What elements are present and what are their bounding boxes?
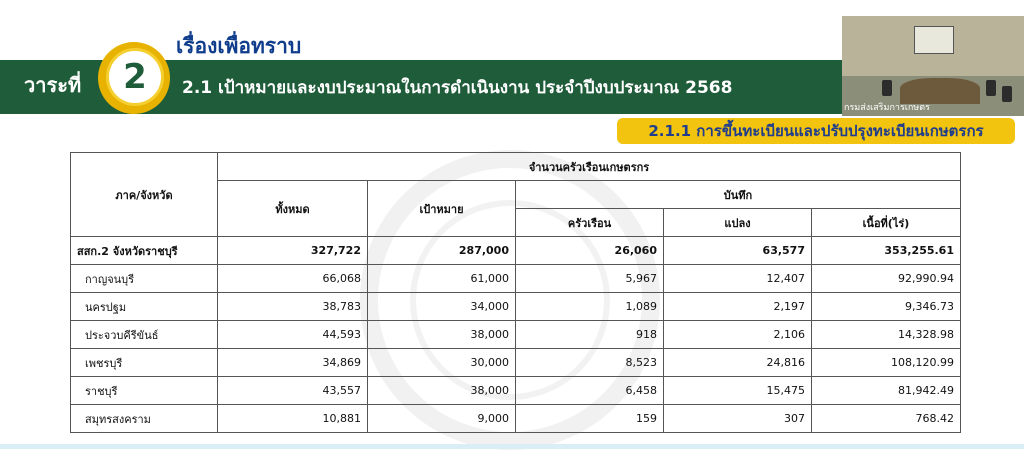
cell-total: 44,593 [218, 321, 368, 349]
header-recorded: บันทึก [516, 181, 961, 209]
section-title: 2.1 เป้าหมายและงบประมาณในการดำเนินงาน ประจำปีงบประมาณ 2568 [182, 78, 733, 98]
row-name: นครปฐม [71, 293, 218, 321]
header-region: ภาค/จังหวัด [71, 153, 218, 237]
video-chair [882, 80, 892, 96]
cell-area: 14,328.98 [812, 321, 961, 349]
cell-target: 38,000 [368, 321, 516, 349]
video-projector-screen [914, 26, 954, 54]
cell-plots: 2,197 [664, 293, 812, 321]
cell-target: 287,000 [368, 237, 516, 265]
header-target: เป้าหมาย [368, 181, 516, 237]
cell-total: 38,783 [218, 293, 368, 321]
agenda-label: วาระที่ [24, 73, 82, 97]
cell-plots: 2,106 [664, 321, 812, 349]
cell-target: 34,000 [368, 293, 516, 321]
cell-target: 9,000 [368, 405, 516, 433]
header-area: เนื้อที่(ไร่) [812, 209, 961, 237]
cell-households: 6,458 [516, 377, 664, 405]
cell-area: 108,120.99 [812, 349, 961, 377]
video-chair [986, 80, 996, 96]
table-row [71, 405, 961, 433]
cell-plots: 24,816 [664, 349, 812, 377]
header-households: ครัวเรือน [516, 209, 664, 237]
cell-area: 81,942.49 [812, 377, 961, 405]
cell-households: 1,089 [516, 293, 664, 321]
cell-total: 34,869 [218, 349, 368, 377]
row-name: สสก.2 จังหวัดราชบุรี [71, 237, 218, 265]
cell-households: 159 [516, 405, 664, 433]
farmer-registration-table [70, 152, 961, 433]
cell-plots: 307 [664, 405, 812, 433]
agenda-number: 2 [123, 57, 147, 97]
row-name: กาญจนบุรี [71, 265, 218, 293]
table-row [71, 321, 961, 349]
subtitle-text: 2.1.1 การขึ้นทะเบียนและปรับปรุงทะเบียนเกษตรกร [648, 122, 984, 140]
cell-plots: 63,577 [664, 237, 812, 265]
header-total: ทั้งหมด [218, 181, 368, 237]
cell-plots: 15,475 [664, 377, 812, 405]
table-row [71, 265, 961, 293]
video-thumbnail[interactable] [842, 16, 1024, 116]
table-row [71, 293, 961, 321]
cell-households: 26,060 [516, 237, 664, 265]
cell-total: 10,881 [218, 405, 368, 433]
table-row-region-total [71, 237, 961, 265]
row-name: สมุทรสงคราม [71, 405, 218, 433]
table-row [71, 349, 961, 377]
row-name: เพชรบุรี [71, 349, 218, 377]
bottom-strip [0, 444, 1024, 449]
row-name: ราชบุรี [71, 377, 218, 405]
cell-households: 8,523 [516, 349, 664, 377]
cell-target: 61,000 [368, 265, 516, 293]
row-name: ประจวบคีรีขันธ์ [71, 321, 218, 349]
subtitle-badge [617, 118, 1015, 144]
table-row [71, 377, 961, 405]
video-chair [1002, 86, 1012, 102]
cell-total: 43,557 [218, 377, 368, 405]
header-household-group: จำนวนครัวเรือนเกษตรกร [218, 153, 961, 181]
video-caption: กรมส่งเสริมการเกษตร [844, 103, 930, 113]
cell-area: 9,346.73 [812, 293, 961, 321]
cell-target: 38,000 [368, 377, 516, 405]
cell-area: 92,990.94 [812, 265, 961, 293]
cell-households: 5,967 [516, 265, 664, 293]
cell-total: 327,722 [218, 237, 368, 265]
header-plots: แปลง [664, 209, 812, 237]
cell-area: 768.42 [812, 405, 961, 433]
cell-households: 918 [516, 321, 664, 349]
page-top-title: เรื่องเพื่อทราบ [176, 34, 302, 58]
cell-target: 30,000 [368, 349, 516, 377]
cell-total: 66,068 [218, 265, 368, 293]
cell-area: 353,255.61 [812, 237, 961, 265]
cell-plots: 12,407 [664, 265, 812, 293]
